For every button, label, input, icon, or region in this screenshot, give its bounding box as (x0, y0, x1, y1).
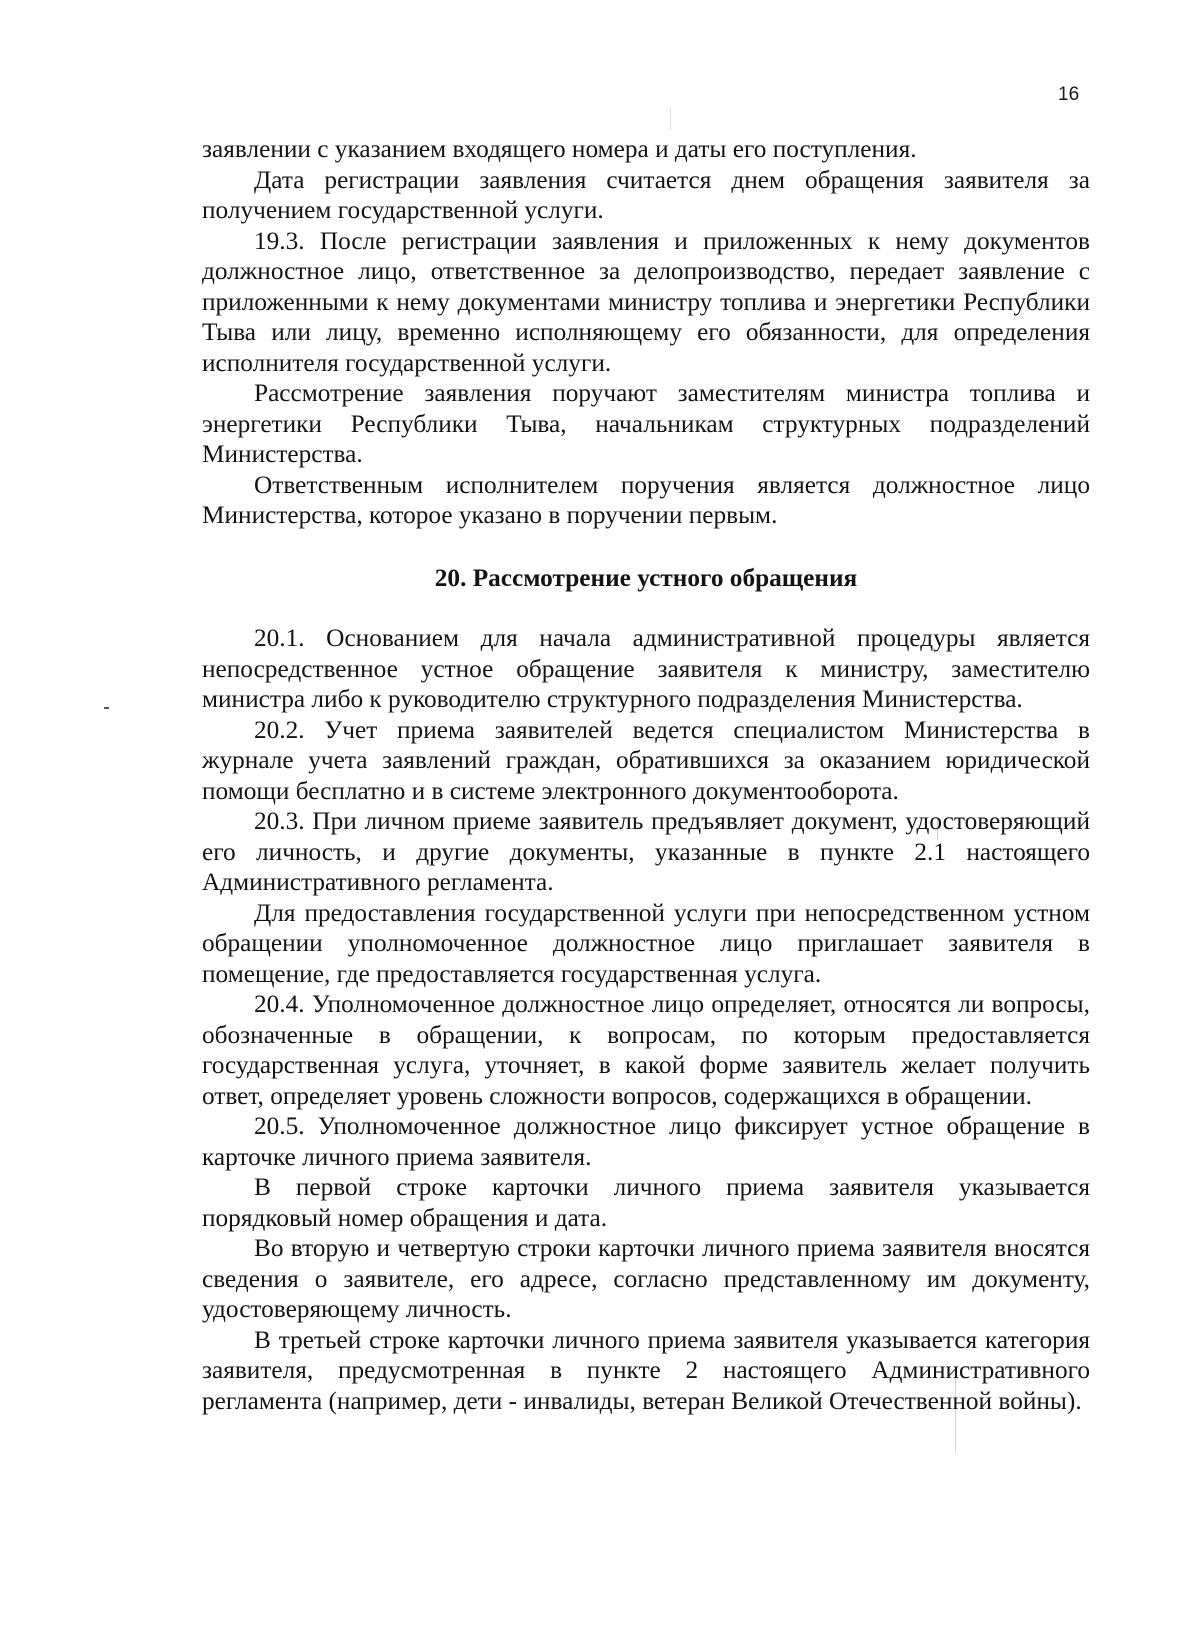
scan-artifact (104, 707, 109, 709)
paragraph: 20.2. Учет приема заявителей ведется специалистом Министерства в журнале учета заявлений граждан, обратившихся за оказанием юридической помощи бесплатно и в системе электронного документооборота. (202, 715, 1090, 805)
paragraph: Для предоставления государственной услуги при непосредственном устном обращении уполномоченное должностное лицо приглашает заявителя в помещение, где предоставляется государственная услуга. (202, 898, 1090, 988)
document-body (202, 134, 1090, 1416)
paragraph: 20.5. Уполномоченное должностное лицо фиксирует устное обращение в карточке личного приема заявителя. (202, 1112, 1090, 1171)
paragraph: В первой строке карточки личного приема заявителя указывается порядковый номер обращения и дата. (202, 1173, 1090, 1232)
paragraph: 19.3. После регистрации заявления и приложенных к нему документов должностное лицо, ответственное за делопроизводство, передает заявление с приложенными к нему документами министру топлива и энергетики Республики Тыва или лицу, временно исполняющему его обязанности, для определения исполнителя государственной услуги. (202, 226, 1090, 377)
paragraph: 20.4. Уполномоченное должностное лицо определяет, относятся ли вопросы, обозначенные в обращении, к вопросам, по которым предоставляется государственная услуга, уточняет, в какой форме заявитель желает получить ответ, определяет уровень сложности вопросов, содержащихся в обращении. (202, 990, 1090, 1110)
paragraph: Ответственным исполнителем поручения является должностное лицо Министерства, которое указано в поручении первым. (202, 470, 1090, 529)
paragraph: Дата регистрации заявления считается днем обращения заявителя за получением государственной услуги. (202, 165, 1090, 224)
paragraph: Рассмотрение заявления поручают заместителям министра топлива и энергетики Республики Тыва, начальникам структурных подразделений Министерства. (202, 379, 1090, 468)
paragraph: заявлении с указанием входящего номера и даты его поступления. (202, 135, 917, 163)
paragraph: 20.3. При личном приеме заявитель предъявляет документ, удостоверяющий его личность, и другие документы, указанные в пункте 2.1 настоящего Административного регламента. (202, 807, 1090, 896)
paragraph: В третьей строке карточки личного приема заявителя указывается категория заявителя, предусмотренная в пункте 2 настоящего Административного регламента (например, дети - инвалиды, ветеран Великой Отечественной войны). (202, 1325, 1090, 1415)
paragraph: 20.1. Основанием для начала административной процедуры является непосредственное устное обращение заявителя к министру, заместителю министра либо к руководителю структурного подразделения Министерства. (202, 624, 1090, 713)
section-heading: 20. Рассмотрение устного обращения (434, 563, 858, 592)
scan-artifact (670, 108, 671, 130)
page-number: 16 (1058, 84, 1080, 105)
paragraph: Во вторую и четвертую строки карточки личного приема заявителя вносятся сведения о заявителе, его адресе, согласно представленному им документу, удостоверяющему личность. (202, 1234, 1090, 1323)
